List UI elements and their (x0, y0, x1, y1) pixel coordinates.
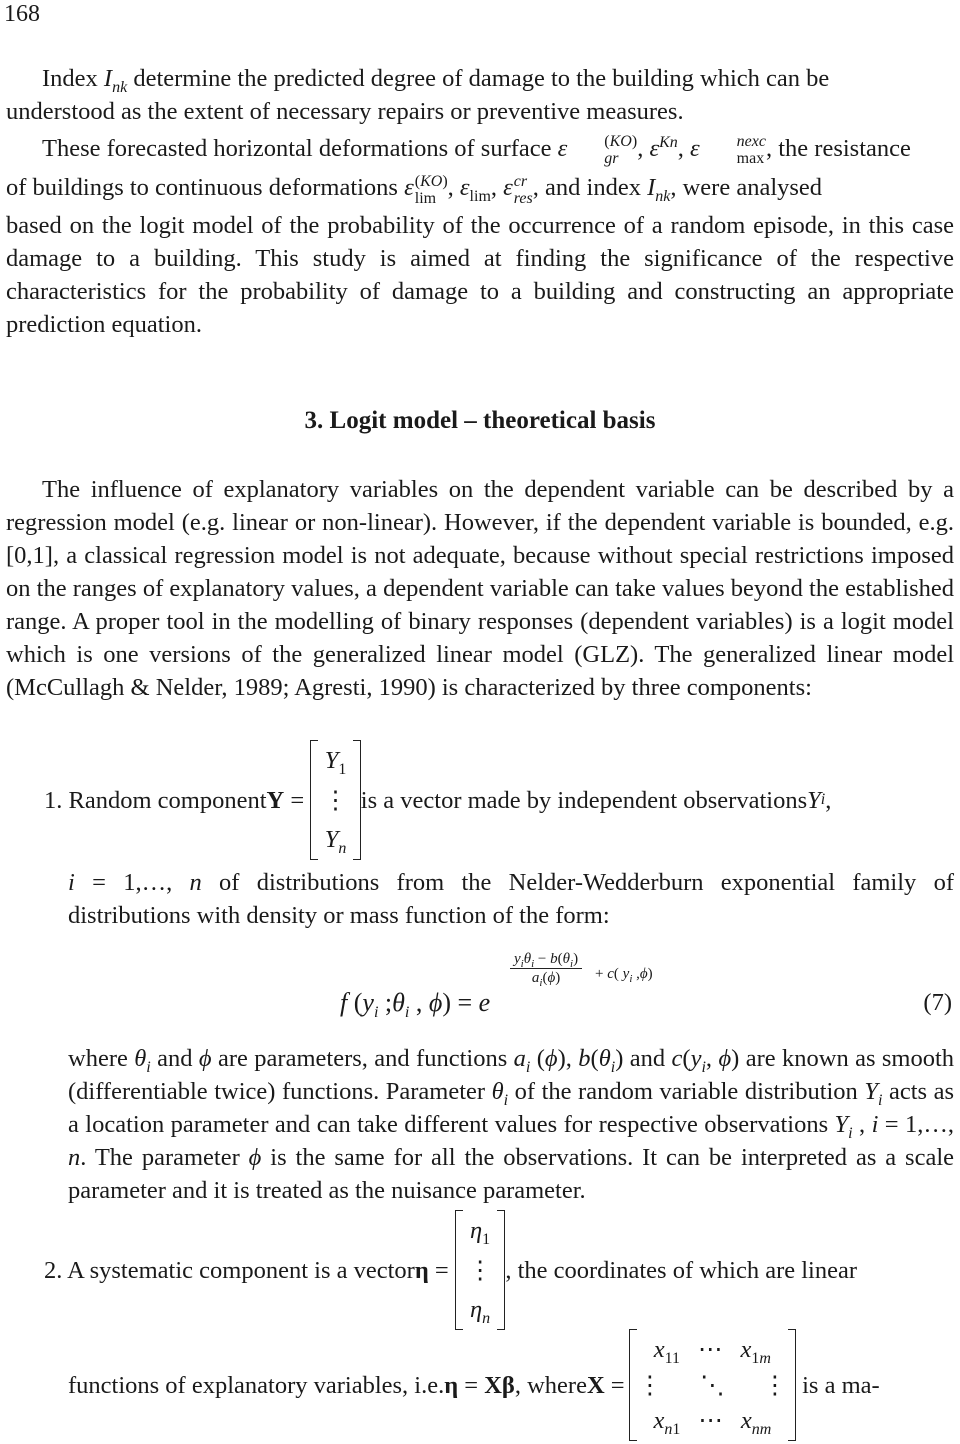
paragraph-intro: Index $I_{nk}$ determine the predicted degree of damage to the building which can be understood as the extent of necessary repairs or preventive measures. These forecasted horizontal deformations of surface ε (KO) gr , $\varepsilon^{Kn}$, ε nexc max , the resistance of buildings to continuous deformations ε (KO) lim , $\varepsilon_{lim}$, ε cr res , and index $I_{nk}$, were analysed based on the logit model of the probability of the occurrence of a random episode, in this case damage to a building. This study is aimed at finding the significance of the respective characteristics for the probability of damage to a building and constructing an appropriate prediction equation. (6, 65, 954, 338)
random-component-row: 1. Random component Y = $Y_1$ ⋮ $Y_n$ is a vector made by independent observations Y i , (44, 738, 831, 862)
systematic-component-row: 2. A systematic component is a vector η = $\eta_1$ ⋮ $\eta_n$ , the coordinates of which are linear (44, 1208, 857, 1332)
section-heading: 3. Logit model – theoretical basis (304, 407, 656, 434)
vector-eta: $\eta_1$ ⋮ $\eta_n$ (455, 1210, 506, 1330)
paragraph-distribution: i = 1,…, n of distributions from the Nelder-Wedderburn exponential family of distributions with density or mass function of the form: (68, 869, 954, 929)
equation-7: f ($y_i$ $;\theta_i$ , ϕ) = e $y_i\theta_i - b(\theta_i)$ $a_i(\phi)$ + c( $y_i$ ,ϕ) (340, 951, 653, 1022)
paragraph-glz: The influence of explanatory variables on the dependent variable can be described by a regression model (e.g. linear or non-linear). However, if the dependent variable is bounded, e.g. [0,1], a classical regression model is not adequate, because without special restrictions imposed on the ranges of explanatory values, a dependent variable can take values beyond the established range. A proper tool in the modelling of binary responses (dependent variables) is a logit model which is one versions of the generalized linear model (GLZ). The generalized linear model (McCullagh & Nelder, 1989; Agresti, 1990) is characterized by three components: (6, 476, 954, 701)
vector-y: $Y_1$ ⋮ $Y_n$ (310, 740, 361, 860)
page-number: 168 (4, 1, 40, 27)
explanatory-functions-row: functions of explanatory variables, i.e. η = Xβ , where X = $x_{11}$ ⋯ $x_{1m}$ ⋮ ⋱ ⋮ $x_{n1}$ ⋯ $x_{nm}$ is a ma- (68, 1326, 880, 1444)
paragraph-parameters: where $\theta_i$ and ϕ are parameters, and functions $a_i$ (ϕ), $b(\theta_i)$ and $c(y_i$, ϕ) are known as smooth (differentiable twice) functions. Parameter $\theta_i$ of the random variable distribution $Y_i$ acts as a location parameter and can take different values for respective observations $Y_i$ , i = 1,…, n. The parameter ϕ is the same for all the observations. It can be interpreted as a scale parameter and it is treated as the nuisance parameter. (68, 1045, 955, 1204)
equation-number: (7) (923, 989, 952, 1016)
matrix-x: $x_{11}$ ⋯ $x_{1m}$ ⋮ ⋱ ⋮ $x_{n1}$ ⋯ $x_{nm}$ (629, 1329, 797, 1441)
